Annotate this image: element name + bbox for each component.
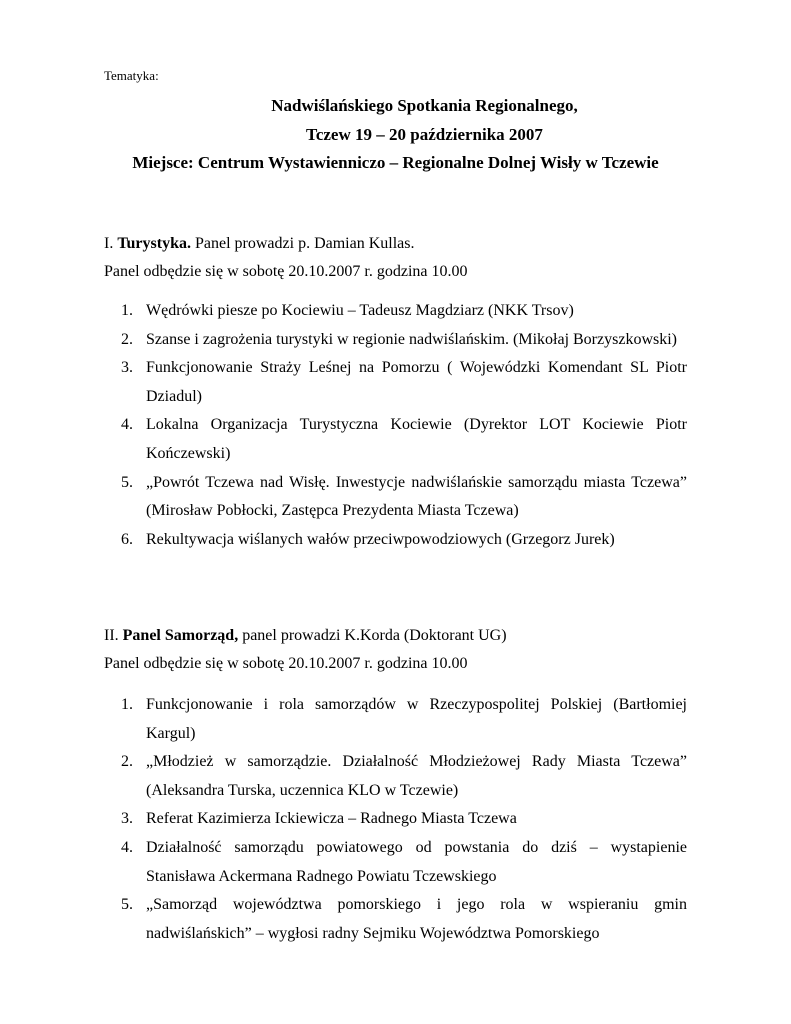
- list-item: [121, 748, 687, 805]
- section-2-list: [121, 691, 687, 948]
- list-item: [121, 326, 687, 355]
- list-item-number: 3.: [121, 359, 133, 377]
- list-item-number: 5.: [121, 473, 133, 491]
- section-2-heading: [104, 622, 704, 678]
- list-item: [121, 469, 687, 526]
- section-1-lead: Panel prowadzi p. Damian Kullas.: [190, 235, 415, 252]
- section-2-when: Panel odbędzie się w sobotę 20.10.2007 r. godzina 10.00: [104, 655, 468, 672]
- list-item-text: Referat Kazimierza Ickiewicza – Radnego Miasta Tczewa: [146, 810, 517, 828]
- list-item-number: 2.: [121, 753, 133, 771]
- title-line-2: Tczew 19 – 20 października 2007: [306, 124, 543, 144]
- topic-label: Tematyka:: [104, 68, 159, 83]
- list-item-number: 1.: [121, 302, 133, 319]
- list-item: [121, 691, 687, 748]
- list-item-text: Funkcjonowanie i rola samorządów w Rzeczypospolitej Polskiej (Bartłomiej Kargul): [146, 696, 687, 742]
- section-1-prefix: I.: [104, 235, 118, 252]
- section-2-lead: panel prowadzi K.Korda (Doktorant UG): [238, 627, 507, 644]
- section-1-name: Turystyka.: [117, 235, 191, 252]
- list-item-number: 4.: [121, 838, 133, 856]
- list-item-number: 3.: [121, 810, 133, 828]
- title-line-3: Miejsce: Centrum Wystawienniczo – Regionalne Dolnej Wisły w Tczewie: [132, 153, 659, 172]
- section-1-when: Panel odbędzie się w sobotę 20.10.2007 r. godzina 10.00: [104, 263, 468, 280]
- title-block: [0, 92, 791, 178]
- list-item-text: „Powrót Tczewa nad Wisłę. Inwestycje nadwiślańskie samorządu miasta Tczewa” (Mirosław Pobłocki, Zastępca Prezydenta Miasta Tczewa): [146, 473, 687, 520]
- list-item-text: Rekultywacja wiślanych wałów przeciwpowodziowych (Grzegorz Jurek): [146, 530, 615, 548]
- list-item: [121, 891, 687, 948]
- section-1-heading: [104, 230, 704, 286]
- list-item-text: Lokalna Organizacja Turystyczna Kociewie (Dyrektor LOT Kociewie Piotr Kończewski): [146, 416, 687, 462]
- section-2-title-line: [104, 622, 704, 650]
- list-item-number: 5.: [121, 896, 133, 914]
- section-2-name: Panel Samorząd,: [122, 627, 239, 644]
- list-item-number: 6.: [121, 530, 133, 548]
- list-item-text: Działalność samorządu powiatowego od powstania do dziś – wystapienie Stanisława Ackermana Radnego Powiatu Tczewskiego: [146, 838, 687, 885]
- list-item-number: 4.: [121, 416, 133, 434]
- list-item-number: 1.: [121, 696, 133, 713]
- list-item: [121, 411, 687, 468]
- list-item: [121, 354, 687, 411]
- list-item-text: „Samorząd województwa pomorskiego i jego rola w wspieraniu gmin nadwiślańskich” – wygłosi radny Sejmiku Województwa Pomorskiego: [146, 896, 687, 942]
- section-2-prefix: II.: [104, 627, 123, 644]
- list-item-text: Szanse i zagrożenia turystyki w regionie nadwiślańskim. (Mikołaj Borzyszkowski): [146, 330, 677, 348]
- title-line-1: Nadwiślańskiego Spotkania Regionalnego,: [271, 96, 578, 115]
- list-item: [121, 526, 687, 555]
- section-1-title-line: [104, 230, 704, 258]
- list-item-number: 2.: [121, 330, 133, 348]
- section-1-list: [121, 297, 687, 554]
- list-item: [121, 805, 687, 834]
- list-item-text: Wędrówki piesze po Kociewiu – Tadeusz Magdziarz (NKK Trsov): [146, 302, 574, 319]
- list-item-text: „Młodzież w samorządzie. Działalność Młodzieżowej Rady Miasta Tczewa” (Aleksandra Turska, uczennica KLO w Tczewie): [146, 753, 687, 799]
- list-item: [121, 297, 687, 326]
- list-item-text: Funkcjonowanie Straży Leśnej na Pomorzu ( Wojewódzki Komendant SL Piotr Dziadul): [146, 359, 687, 405]
- list-item: [121, 834, 687, 891]
